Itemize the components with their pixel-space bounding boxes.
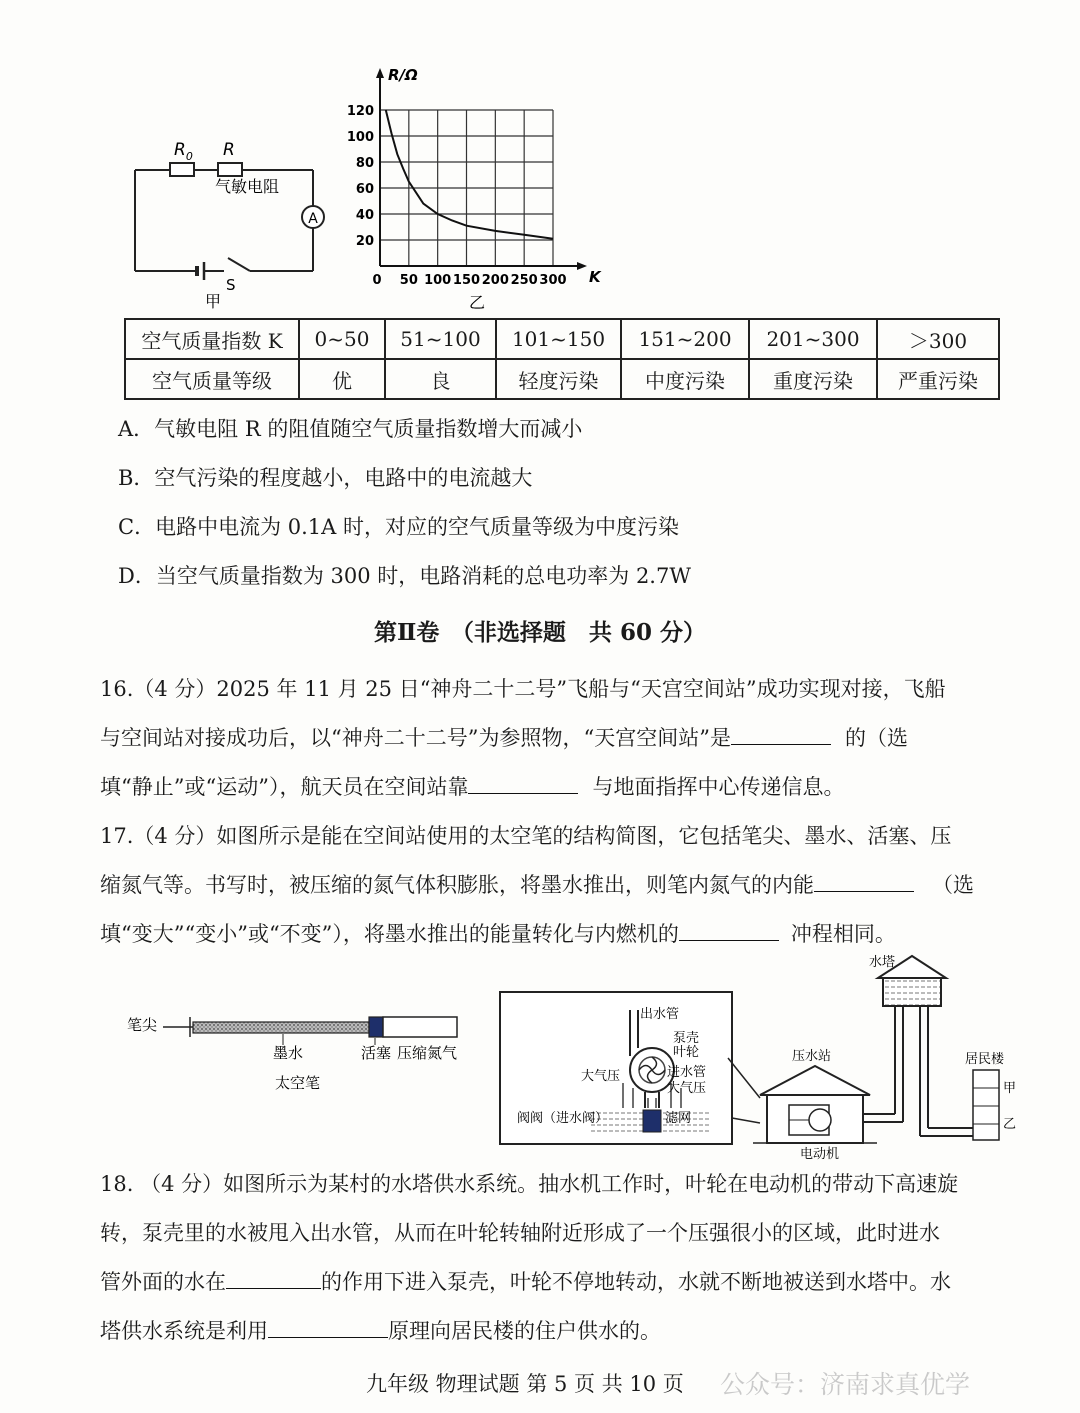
x-tick-label: 200 (481, 273, 509, 288)
table-cell: 0~50 (299, 319, 385, 359)
floor-yi-label: 乙 (1003, 1117, 1017, 1132)
watermark: 公众号：济南求真优学 (720, 1370, 971, 1399)
answer-blank[interactable] (226, 1270, 321, 1289)
switch-label: S (226, 276, 236, 294)
filter-label: 滤网 (665, 1111, 692, 1126)
q16-line3: 填“静止”或“运动”），航天员在空间站靠 与地面指挥中心传递信息。 (100, 775, 845, 799)
table-cell: 151~200 (621, 319, 749, 359)
table-cell: 空气质量等级 (125, 359, 299, 399)
space-pen-diagram (125, 1008, 475, 1098)
option-d: D．当空气质量指数为 300 时，电路消耗的总电功率为 2.7W (118, 564, 691, 588)
ink-label: 墨水 (273, 1044, 304, 1062)
inlet-label: 进水管 (667, 1065, 707, 1080)
resistance-curve (386, 110, 553, 239)
y-tick-label: 80 (355, 156, 374, 171)
y-tick-label: 40 (355, 208, 374, 223)
air-quality-table (124, 318, 1000, 400)
answer-blank[interactable] (268, 1319, 388, 1338)
tower-label: 水塔 (869, 955, 896, 970)
table-row (125, 359, 999, 399)
r0-label: $R_0$ (174, 140, 193, 163)
x-tick-label: 150 (452, 273, 481, 288)
table-cell: ＞300 (877, 319, 999, 359)
table-cell: 严重污染 (877, 359, 999, 399)
x-tick-label: 300 (539, 273, 567, 288)
ammeter-symbol: A (308, 211, 318, 227)
table-row (125, 319, 999, 359)
impeller-label: 叶轮 (673, 1045, 700, 1060)
page-footer: 九年级 物理试题 第 5 页 共 10 页 (366, 1372, 684, 1396)
y-tick-label: 100 (346, 130, 374, 145)
water-tower-diagram (495, 948, 1030, 1173)
circuit-diagram (120, 130, 340, 315)
floor-jia-label: 甲 (1003, 1081, 1017, 1096)
circuit-caption: 甲 (205, 292, 222, 311)
x-tick-label: 0 (372, 273, 382, 288)
q17-line3: 填“变大”“变小”或“不变”），将墨水推出的能量转化与内燃机的 冲程相同。 (100, 922, 896, 946)
q17-line2: 缩氮气等。书写时，被压缩的氮气体积膨胀，将墨水推出，则笔内氮气的内能 （选 (100, 873, 974, 897)
answer-blank[interactable] (679, 922, 779, 941)
y-tick-label: 120 (346, 104, 374, 119)
q17-line1: 17.（4 分）如图所示是能在空间站使用的太空笔的结构简图，它包括笔尖、墨水、活塞、压 (100, 824, 952, 848)
option-c: C．电路中电流为 0.1A 时，对应的空气质量等级为中度污染 (118, 515, 679, 539)
table-cell: 101~150 (496, 319, 621, 359)
answer-blank[interactable] (468, 775, 578, 794)
motor-label: 电动机 (800, 1147, 840, 1162)
q16-line2: 与空间站对接成功后，以“神舟二十二号”为参照物，“天宫空间站”是 的（选 (100, 726, 908, 750)
atm-right-label: 大气压 (667, 1081, 707, 1096)
gas-label: 压缩氮气 (397, 1044, 458, 1062)
option-a: A．气敏电阻 R 的阻值随空气质量指数增大而减小 (118, 417, 583, 441)
option-b: B．空气污染的程度越小，电路中的电流越大 (118, 466, 533, 490)
x-tick-label: 250 (510, 273, 538, 288)
table-cell: 优 (299, 359, 385, 399)
q18-line3: 管外面的水在 的作用下进入泵壳，叶轮不停地转动，水就不断地被送到水塔中。水 (100, 1270, 951, 1294)
answer-blank[interactable] (731, 726, 831, 745)
y-tick-label: 20 (355, 234, 374, 249)
casing-label: 泵壳 (673, 1031, 700, 1046)
q18-line2: 转，泵壳里的水被甩入出水管，从而在叶轮转轴附近形成了一个压强很小的区域，此时进水 (100, 1221, 940, 1245)
x-tick-label: 50 (399, 273, 418, 288)
station-label: 压水站 (792, 1049, 832, 1064)
table-cell: 中度污染 (621, 359, 749, 399)
table-cell: 重度污染 (749, 359, 877, 399)
sensor-label: 气敏电阻 (215, 177, 280, 196)
piston-label: 活塞 (361, 1044, 392, 1062)
y-axis-arrow (376, 68, 384, 78)
table-cell: 良 (385, 359, 496, 399)
x-axis-arrow (577, 262, 587, 270)
resistance-chart (345, 62, 610, 312)
pen-tip-label: 笔尖 (127, 1016, 158, 1034)
q16-line1: 16.（4 分）2025 年 11 月 25 日“神舟二十二号”飞船与“天宫空间站”成功实现对接，飞船 (100, 677, 946, 701)
pen-caption: 太空笔 (275, 1074, 321, 1092)
table-cell: 51~100 (385, 319, 496, 359)
table-cell: 轻度污染 (496, 359, 621, 399)
x-axis-label: K (589, 268, 601, 286)
table-cell: 201~300 (749, 319, 877, 359)
y-axis-label: R/Ω (388, 66, 418, 84)
atm-left-label: 大气压 (581, 1069, 621, 1084)
r-label: R (223, 140, 235, 160)
outlet-label: 出水管 (640, 1007, 680, 1022)
x-tick-label: 100 (424, 273, 452, 288)
y-tick-label: 60 (355, 182, 374, 197)
q18-line4: 塔供水系统是利用 原理向居民楼的住户供水的。 (100, 1319, 661, 1343)
chart-caption: 乙 (468, 293, 486, 312)
q18-line1: 18. （4 分）如图所示为某村的水塔供水系统。抽水机工作时，叶轮在电动机的带动下高速旋 (100, 1172, 959, 1196)
answer-blank[interactable] (814, 873, 914, 892)
valve-label: 阀阀（进水阀） (517, 1111, 609, 1126)
section-title: 第Ⅱ卷 （非选择题 共 60 分） (374, 619, 706, 646)
table-cell: 空气质量指数 K (125, 319, 299, 359)
building-label: 居民楼 (965, 1052, 1005, 1067)
